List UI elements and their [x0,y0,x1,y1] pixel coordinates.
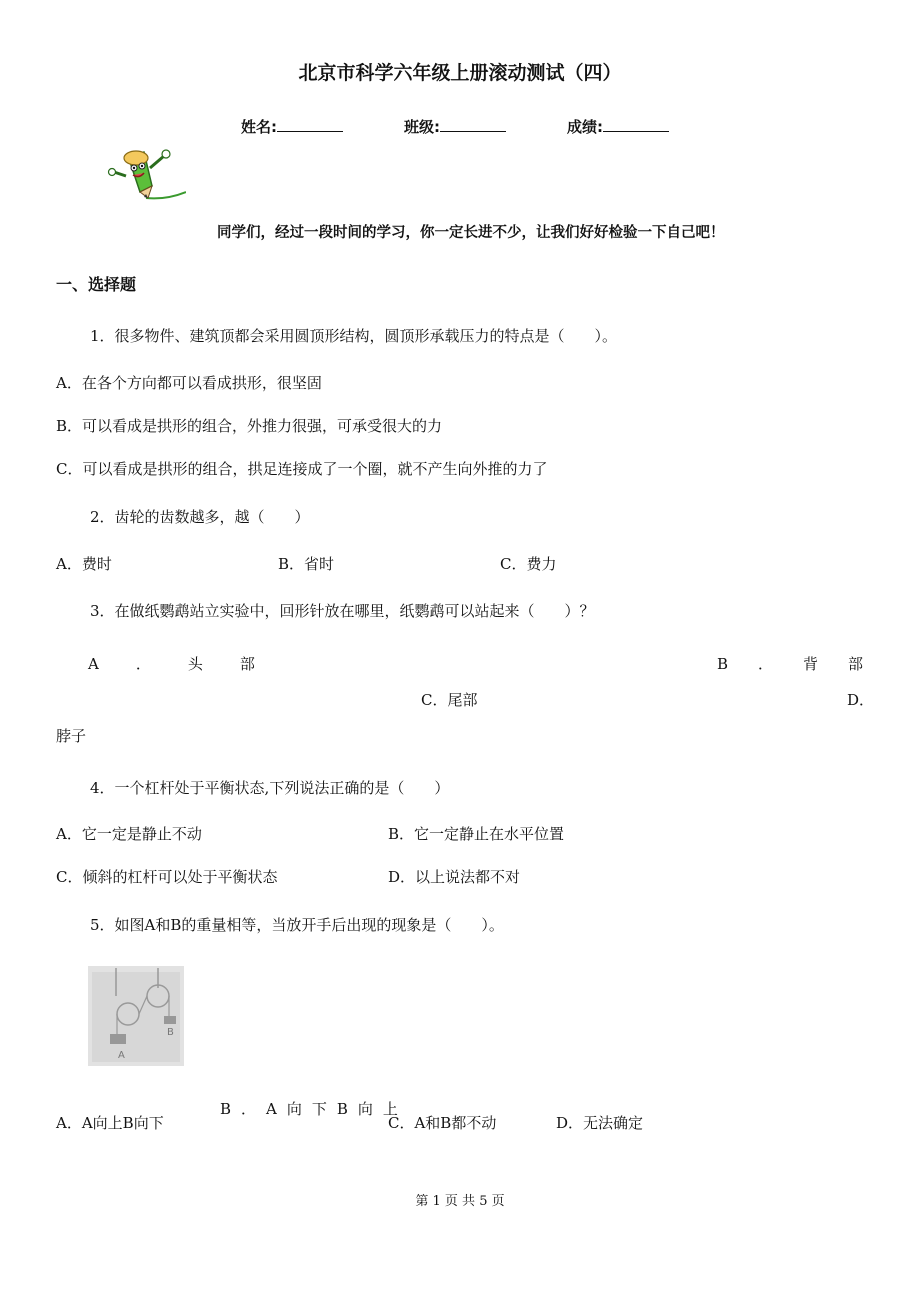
question-5-stem: 5．如图A和B的重量相等，当放开手后出现的现象是（ ）。 [90,916,504,934]
q5-option-a[interactable]: A．A向上B向下 [56,1114,164,1132]
q2-option-a[interactable]: A．费时 [56,555,112,573]
q1-option-c[interactable]: C．可以看成是拱形的组合，拱足连接成了一个圈，就不产生向外推的力了 [56,460,548,478]
score-field [567,116,669,137]
question-1-stem: 1．很多物件、建筑顶都会采用圆顶形结构，圆顶形承载压力的特点是（ ）。 [90,327,618,345]
class-blank[interactable] [440,117,506,132]
q2-option-c[interactable]: C．费力 [500,555,557,573]
q5-option-b[interactable]: B．A向下B向上 [220,1100,408,1118]
q4-option-a[interactable]: A．它一定是静止不动 [56,825,202,843]
fig-label-a: A [118,1050,125,1061]
class-label: 班级: [404,118,440,136]
q1-option-a[interactable]: A．在各个方向都可以看成拱形，很坚固 [56,374,322,392]
q5-option-d[interactable]: D．无法确定 [556,1114,644,1132]
question-2-stem: 2．齿轮的齿数越多，越（ ） [90,508,310,526]
q3-option-d-text[interactable]: 脖子 [56,727,87,745]
q3-option-a[interactable]: A．头部 [88,655,292,673]
q4-option-c[interactable]: C．倾斜的杠杆可以处于平衡状态 [56,868,278,886]
page-title: 北京市科学六年级上册滚动测试（四） [298,62,622,84]
q3-option-c[interactable]: C．尾部 [421,691,478,709]
q5-option-c[interactable]: C．A和B都不动 [388,1114,497,1132]
class-field [404,116,506,137]
question-4-stem: 4．一个杠杆处于平衡状态,下列说法正确的是（ ） [90,779,450,797]
name-blank[interactable] [277,117,343,132]
page-footer: 第 1 页 共 5 页 [415,1194,505,1209]
pulley-figure [88,966,184,1066]
fig-label-b: B [167,1027,174,1038]
score-blank[interactable] [603,117,669,132]
q1-option-b[interactable]: B．可以看成是拱形的组合，外推力很强，可承受很大的力 [56,417,443,435]
section-title: 一、选择题 [56,275,137,294]
q3-option-d[interactable]: D． [847,691,875,709]
question-3-stem: 3．在做纸鹦鹉站立实验中，回形针放在哪里，纸鹦鹉可以站起来（ ）？ [90,602,595,620]
q3-option-b[interactable]: B．背部 [717,655,894,673]
q2-option-b[interactable]: B．省时 [278,555,335,573]
greeting-text: 同学们，经过一段时间的学习，你一定长进不少，让我们好好检验一下自己吧！ [217,225,725,241]
name-field [241,116,343,137]
q4-option-b[interactable]: B．它一定静止在水平位置 [388,825,565,843]
name-label: 姓名: [241,118,277,136]
score-label: 成绩: [567,118,603,136]
q4-option-d[interactable]: D．以上说法都不对 [388,868,521,886]
pencil-mascot-icon [106,142,186,206]
